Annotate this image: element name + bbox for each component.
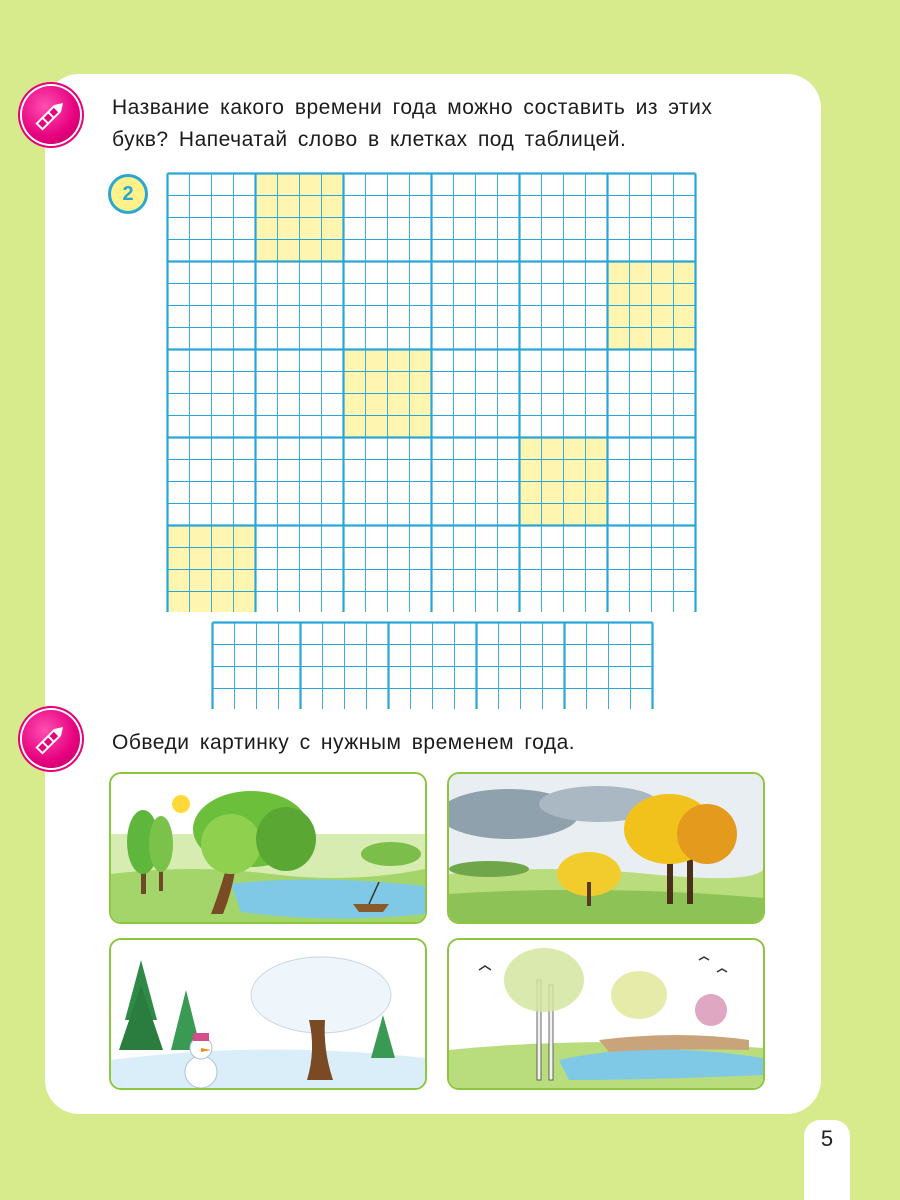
page-number: 5 — [820, 1126, 834, 1151]
pencil-icon — [22, 710, 80, 768]
answer-grid[interactable] — [211, 621, 654, 709]
letter-grid — [166, 172, 698, 612]
spring-scene[interactable] — [447, 938, 765, 1090]
pencil-icon — [22, 86, 80, 144]
task1-line2: букв? Напечатай слово в клетках под таблицей. — [112, 128, 627, 151]
summer-scene[interactable] — [109, 772, 427, 924]
winter-scene[interactable] — [109, 938, 427, 1090]
task-number-badge: 2 — [108, 174, 148, 214]
task2-text: Обведи картинку с нужным временем года. — [112, 731, 576, 754]
task1-text — [112, 92, 712, 156]
task1-line1: Название какого времени года можно составить из этих — [112, 96, 713, 119]
autumn-scene[interactable] — [447, 772, 765, 924]
